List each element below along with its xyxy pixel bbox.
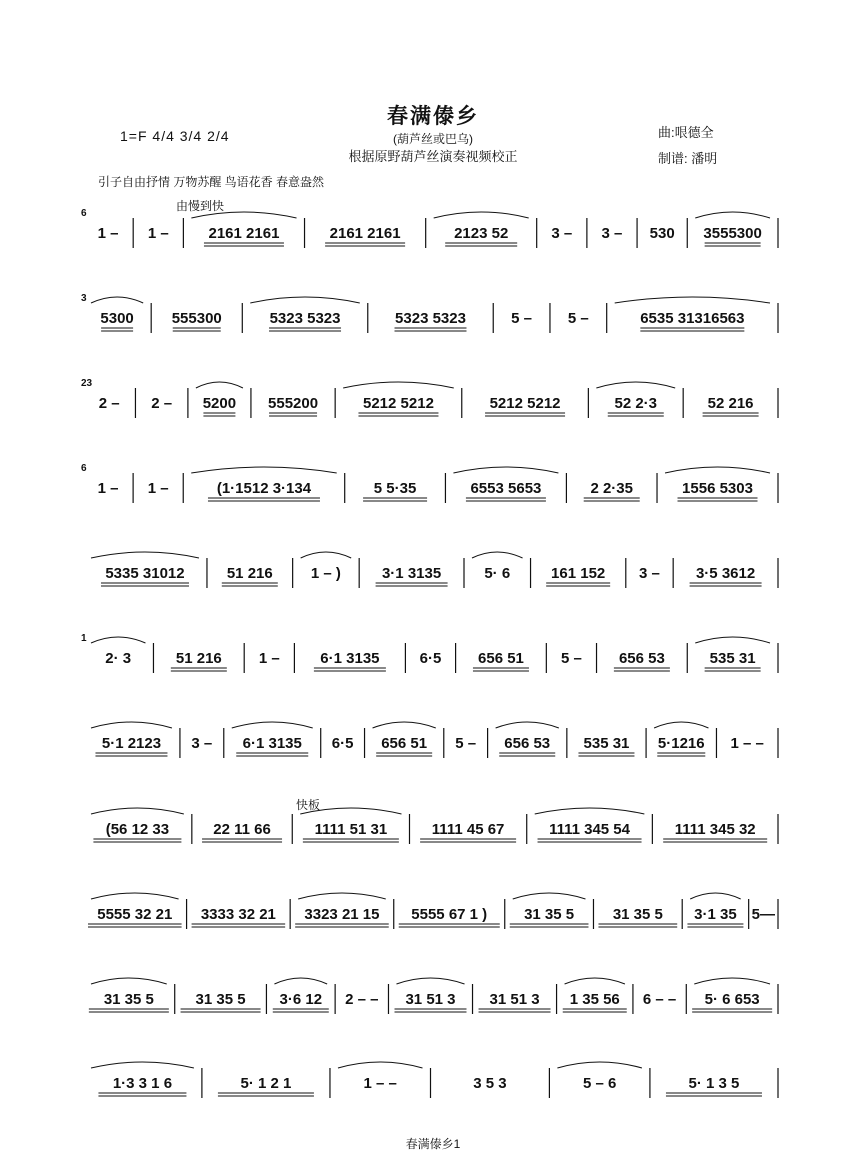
slur-arc [513, 893, 586, 899]
measure-notes: (1·1512 3·134 [216, 480, 312, 497]
measure-notes: 2161 2161 [208, 225, 280, 242]
measure-notes: 5 – 6 [582, 1075, 617, 1092]
measure-notes: 2 – [151, 395, 173, 412]
measure-notes: 3·1 35 [694, 906, 737, 923]
measure-notes: 5212 5212 [489, 395, 561, 412]
measure-notes: 2· 3 [105, 650, 132, 667]
measure-notes: 6·5 [331, 735, 354, 752]
time-signature-mark: 6 [81, 463, 87, 474]
measure-notes: 52 2·3 [614, 395, 658, 412]
time-signature-mark: 23 [81, 378, 93, 389]
measure-notes: 555200 [268, 395, 319, 412]
slur-arc [91, 297, 143, 303]
measure-notes: 1 35 56 [569, 991, 620, 1008]
measure-notes: 5 5·35 [373, 480, 417, 497]
source-note: 根据原野葫芦丝演奏视频校正 [348, 149, 518, 164]
measure-notes: 656 51 [381, 735, 428, 752]
slur-arc [396, 978, 464, 984]
measure-notes: 1 – [258, 650, 280, 667]
measure-notes: 5323 5323 [269, 310, 341, 327]
slur-arc [338, 1062, 423, 1068]
measure-notes: 1111 345 54 [549, 821, 631, 838]
measure-notes: 6 – – [642, 991, 677, 1008]
measure-notes: 3 5 3 [473, 1075, 507, 1092]
measure-notes: (56 12 33 [105, 821, 170, 838]
slur-arc [565, 978, 625, 984]
measure-notes: 656 53 [618, 650, 665, 667]
measure-notes: 31 35 5 [524, 906, 575, 923]
measure-notes: 3 – [601, 225, 623, 242]
measure-notes: 161 152 [551, 565, 606, 582]
slur-arc [695, 212, 770, 218]
measure-notes: 3·6 12 [279, 991, 323, 1008]
slur-arc [695, 637, 770, 643]
measure-notes: 2 – [98, 395, 120, 412]
measure-notes: 5212 5212 [363, 395, 434, 412]
measure-notes: 5· 6 653 [704, 991, 760, 1008]
measure-notes: 535 31 [709, 650, 756, 667]
measure-notes: 31 51 3 [405, 991, 456, 1008]
measure-notes: 2161 2161 [329, 225, 401, 242]
measure-notes: 5 – [567, 310, 589, 327]
measure-notes: 6·1 3135 [242, 735, 302, 752]
slur-arc [615, 297, 770, 303]
measure-notes: 3323 21 15 [304, 906, 380, 923]
measure-notes: 31 51 3 [489, 991, 540, 1008]
measure-notes: 1 – – [363, 1075, 397, 1092]
measure-notes: 1 – ) [310, 565, 341, 582]
measure-notes: 5·1 2123 [101, 735, 162, 752]
intro-expression-text: 引子自由抒情 万物苏醒 鸟语花香 春意盎然 [98, 175, 325, 189]
measure-notes: 5555 67 1 ) [411, 906, 488, 923]
slur-arc [690, 893, 740, 899]
time-signature-mark: 3 [81, 293, 87, 304]
time-signature-mark: 1 [81, 633, 87, 644]
measure-notes: 1 – – [730, 735, 764, 752]
slur-arc [434, 212, 529, 218]
time-signature-mark: 6 [81, 208, 87, 219]
slur-arc [535, 808, 645, 814]
slur-arc [654, 722, 708, 728]
measure-notes: 3 – [551, 225, 573, 242]
measure-notes: 5· 1 2 1 [240, 1075, 292, 1092]
measure-notes: 5 – [511, 310, 533, 327]
measure-notes: 535 31 [583, 735, 630, 752]
measure-notes: 51 216 [226, 565, 273, 582]
measure-notes: 1111 51 31 [314, 821, 388, 838]
slur-arc [91, 637, 145, 643]
slur-arc [191, 212, 296, 218]
measure-notes: 3·1 3135 [381, 565, 442, 582]
measure-notes: 2 2·35 [590, 480, 633, 497]
slur-arc [91, 722, 172, 728]
measure-notes: 1 – [97, 225, 119, 242]
page-footer: 春满傣乡1 [405, 1137, 461, 1151]
measure-notes: 555300 [171, 310, 222, 327]
measure-notes: 5323 5323 [395, 310, 466, 327]
measure-notes: 6·5 [419, 650, 442, 667]
measure-notes: 6553 5653 [470, 480, 542, 497]
slur-arc [472, 552, 523, 558]
slur-arc [343, 382, 454, 388]
measure-notes: 1 – [97, 480, 119, 497]
measure-notes: 5 – [560, 650, 582, 667]
slur-arc [91, 893, 179, 899]
slur-arc [694, 978, 770, 984]
measure-notes: 530 [649, 225, 675, 242]
measure-notes: 5555 32 21 [97, 906, 173, 923]
slur-arc [298, 893, 386, 899]
slur-arc [557, 1062, 642, 1068]
measure-notes: 656 53 [504, 735, 551, 752]
measure-notes: 1111 345 32 [674, 821, 756, 838]
slur-arc [301, 552, 352, 558]
measure-notes: 3·5 3612 [695, 565, 756, 582]
instrument-subtitle: (葫芦丝或巴乌) [393, 132, 473, 146]
measure-notes: 3555300 [703, 225, 762, 242]
measure-notes: 2 – – [345, 991, 379, 1008]
slur-arc [232, 722, 313, 728]
slur-arc [91, 552, 199, 558]
tempo-mark-slow-to-fast: 由慢到快 [176, 199, 225, 213]
slur-arc [300, 808, 401, 814]
slur-arc [373, 722, 436, 728]
measure-notes: 656 51 [478, 650, 524, 667]
slur-arc [596, 382, 675, 388]
slur-arc [250, 297, 359, 303]
measure-notes: 6535 31316563 [640, 310, 745, 327]
composer-credit: 曲:哏德全 [658, 125, 714, 140]
slur-arc [91, 808, 184, 814]
measure-notes: 31 35 5 [103, 991, 154, 1008]
measure-notes: 5· 6 [484, 565, 511, 582]
measure-notes: 22 11 66 [213, 821, 271, 838]
slur-arc [196, 382, 243, 388]
measure-notes: 5 – [455, 735, 477, 752]
slur-arc [665, 467, 770, 473]
measure-notes: 5300 [100, 310, 134, 327]
arranger-credit: 制谱: 潘明 [658, 151, 718, 166]
slur-arc [453, 467, 558, 473]
measure-notes: 3 – [191, 735, 213, 752]
measure-notes: 1 – [147, 225, 169, 242]
measure-notes: 2123 52 [454, 225, 509, 242]
measure-notes: 52 216 [707, 395, 754, 412]
measure-notes: 1111 45 67 [431, 821, 505, 838]
slur-arc [274, 978, 327, 984]
measure-notes: 1556 5303 [682, 480, 753, 497]
measure-notes: 31 35 5 [195, 991, 246, 1008]
slur-arc [91, 1062, 194, 1068]
measure-notes: 51 216 [175, 650, 222, 667]
measure-notes: 5335 31012 [105, 565, 185, 582]
measure-notes: 5·1216 [657, 735, 705, 752]
slur-arc [496, 722, 559, 728]
slur-arc [191, 467, 336, 473]
measure-notes: 6·1 3135 [320, 650, 380, 667]
tempo-mark-fast: 快板 [296, 798, 321, 812]
slur-arc [91, 978, 167, 984]
measure-notes: 1 – [147, 480, 169, 497]
page-title: 春满傣乡 [387, 104, 479, 128]
measure-notes: 5· 1 3 5 [688, 1075, 740, 1092]
measure-notes: 31 35 5 [612, 906, 663, 923]
measure-notes: 5200 [202, 395, 237, 412]
measure-notes: 3333 32 21 [200, 906, 276, 923]
measure-notes: 3 – [639, 565, 660, 582]
measure-notes: 1·3 3 1 6 [112, 1075, 173, 1092]
measure-notes: 5— [751, 906, 776, 923]
key-signature: 1=F 4/4 3/4 2/4 [120, 128, 230, 144]
